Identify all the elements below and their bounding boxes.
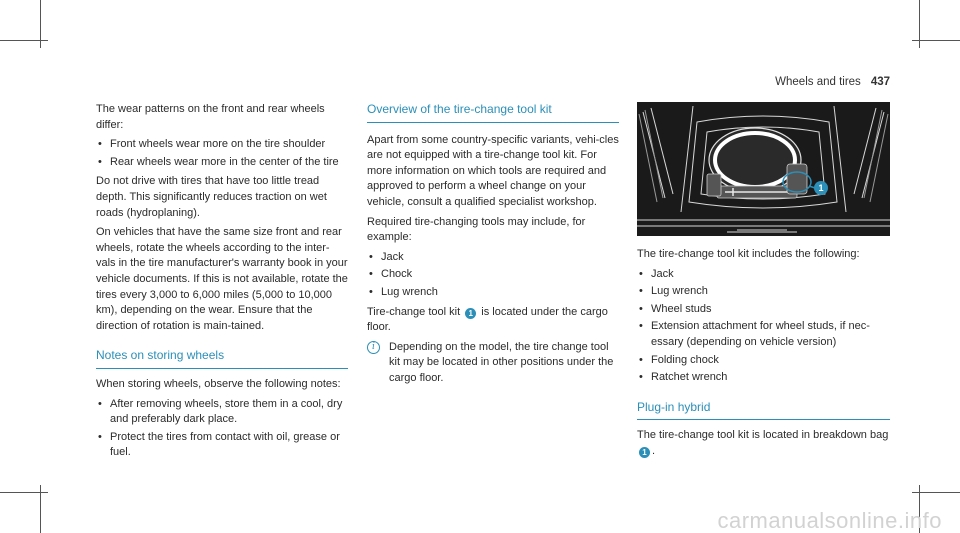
tools-list bbox=[367, 250, 619, 301]
list-item: • Extension attachment for wheel studs, if nec-essary (depending on vehicle version) bbox=[637, 319, 890, 350]
info-note bbox=[367, 340, 619, 387]
list-item: • Jack bbox=[637, 267, 890, 283]
list-item: • Folding chock bbox=[637, 353, 890, 369]
watermark: carmanualsonline.info bbox=[717, 508, 942, 533]
list-item: • Lug wrench bbox=[367, 285, 619, 301]
column-right bbox=[637, 102, 890, 464]
kit-list bbox=[637, 267, 890, 386]
crop-mark bbox=[912, 40, 960, 41]
list-item: • Wheel studs bbox=[637, 302, 890, 318]
toolkit-location bbox=[367, 305, 619, 336]
wear-intro: The wear patterns on the front and rear wheels differ: bbox=[96, 103, 325, 131]
list-item: • Chock bbox=[367, 267, 619, 283]
running-header bbox=[775, 75, 890, 91]
kit-intro: The tire-change tool kit includes the following: bbox=[637, 248, 860, 260]
note-text: Depending on the model, the tire change tool kit may be located in other positions under the cargo floor. bbox=[389, 340, 614, 384]
list-item: • Jack bbox=[367, 250, 619, 266]
rotation-paragraph: On vehicles that have the same size front and rear wheels, rotate the wheels according to the inter-vals in the tire manufacturer's warranty book in your vehicle documents. If this is not available, rotate the tires every 3,000 to 6,000 miles (5,000 to 10,000 km), depending on the wear. Ensure that the direction of rotation is main-tained. bbox=[96, 226, 348, 332]
toolkit-illustration bbox=[637, 102, 890, 236]
hybrid-paragraph bbox=[637, 428, 890, 459]
page-number: 437 bbox=[870, 76, 890, 88]
crop-mark bbox=[0, 40, 48, 41]
hybrid-heading: Plug-in hybrid bbox=[637, 400, 890, 421]
hybrid-text: The tire-change tool kit is located in breakdown bag bbox=[637, 429, 889, 442]
crop-mark bbox=[912, 492, 960, 493]
toolkit-intro: Apart from some country-specific variants, vehi-cles are not equipped with a tire-change tool kit. For more information on which tools are required and approved to perform a wheel change on your vehicle, consult a qualified specialist workshop. bbox=[367, 133, 619, 208]
toolkit-figure bbox=[637, 102, 890, 236]
location-text: is located under the cargo floor. bbox=[367, 305, 608, 334]
info-icon: i bbox=[367, 341, 380, 354]
wear-list bbox=[96, 137, 348, 170]
list-item: • Ratchet wrench bbox=[637, 370, 890, 386]
hybrid-text: . bbox=[652, 444, 656, 457]
toolkit-heading: Overview of the tire-change tool kit bbox=[367, 102, 619, 123]
list-item: • Rear wheels wear more in the center of the tire bbox=[96, 155, 348, 171]
storing-heading: Notes on storing wheels bbox=[96, 348, 348, 369]
storing-intro: When storing wheels, observe the following notes: bbox=[96, 377, 341, 390]
list-item: • After removing wheels, store them in a cool, dry and preferably dark place. bbox=[96, 397, 348, 428]
tools-intro: Required tire-changing tools may include, for example: bbox=[367, 215, 586, 244]
section-title: Wheels and tires bbox=[775, 76, 861, 88]
crop-mark bbox=[0, 492, 48, 493]
column-left bbox=[96, 102, 348, 465]
callout-badge: 1 bbox=[465, 308, 476, 319]
figure-callout: 1 bbox=[814, 181, 828, 195]
list-item: • Lug wrench bbox=[637, 284, 890, 300]
storing-list bbox=[96, 397, 348, 461]
column-middle bbox=[367, 102, 619, 387]
location-text: Tire-change tool kit bbox=[367, 305, 461, 318]
tread-paragraph: Do not drive with tires that have too little tread depth. This significantly reduces traction on wet roads (hydroplaning). bbox=[96, 175, 327, 219]
callout-badge: 1 bbox=[639, 447, 650, 458]
list-item: • Protect the tires from contact with oil, grease or fuel. bbox=[96, 430, 348, 461]
list-item: • Front wheels wear more on the tire shoulder bbox=[96, 137, 348, 153]
